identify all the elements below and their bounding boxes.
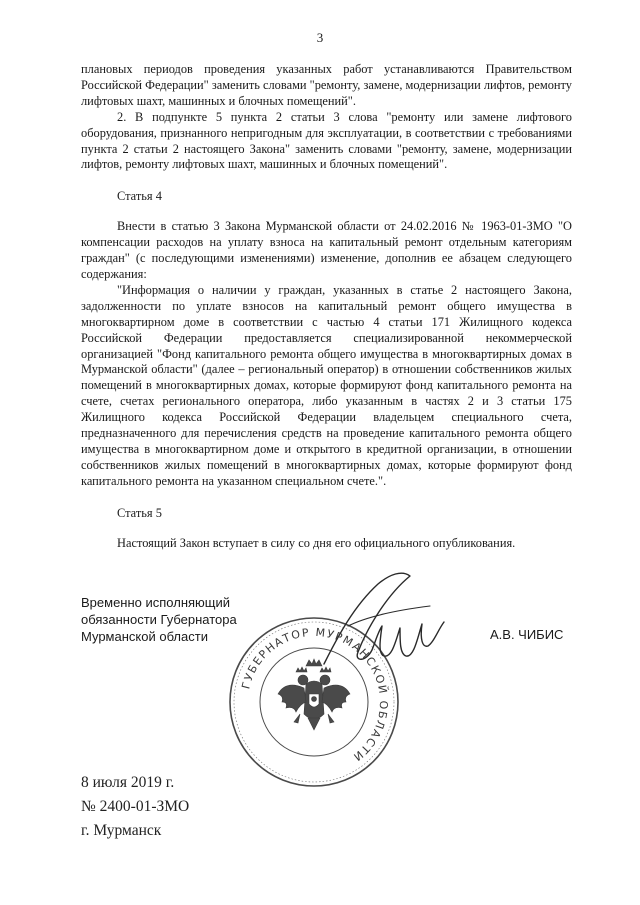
- page-number: 3: [316, 30, 324, 45]
- article-4-title: Статья 4: [117, 189, 162, 204]
- article-5-title: Статья 5: [117, 505, 162, 520]
- paragraph-article-4-quote: "Информация о наличии у граждан, указанных в статье 2 настоящего Закона, задолженности по уплате взносов на капитальный ремонт общего имущества в многоквартирном доме в соответствии с частью 4 статьи 171 Жилищного кодекса Российской Федерации предоставляется специализированной некоммерческой организацией "Фонд капитального ремонта общего имущества в многоквартирных домах в Мурманской области" (далее – региональный оператор) в отношении собственников жилых помещений в многоквартирных домах, которые формируют фонд капитального ремонта на счете, счетах регионального оператора, либо указанным в частях 2 и 3 статьи 175 Жилищного кодекса Российской Федерации владельцем специального счета, предназначенного для перечисления средств на проведение капитального ремонта общего имущества в многоквартирном доме и открытого в кредитной организации, в отношении собственников жилых помещений в многоквартирных домах, которые формируют фонд капитального ремонта на указанном специальном счете.".: [81, 282, 572, 488]
- law-body: [81, 62, 572, 551]
- paragraph-amendment-2: 2. В подпункте 5 пункта 2 статьи 3 слова "ремонту или замене лифтового оборудования, признанного непригодным для эксплуатации, в соответствии с требованиями пункта 2 статьи 2 настоящего Закона" заменить словами "ремонту, замене, модернизации лифтов, ремонту лифтовых шахт, машинных и блочных помещений".: [81, 109, 572, 172]
- signatory-line: Мурманской области: [81, 629, 208, 644]
- paragraph-article-5: Настоящий Закон вступает в силу со дня его официального опубликования.: [117, 535, 516, 550]
- signatory-line: обязанности Губернатора: [81, 612, 237, 627]
- law-registration: [81, 771, 189, 843]
- law-date: 8 июля 2019 г.: [81, 774, 175, 791]
- signature-icon: [318, 566, 448, 672]
- paragraph-article-4-intro: Внести в статью 3 Закона Мурманской области от 24.02.2016 № 1963-01-ЗМО "О компенсации расходов на уплату взноса на капитальный ремонт отдельным категориям граждан" (с последующими изменениями) изменение, дополнив ее абзацем следующего содержания:: [81, 219, 572, 281]
- signatory-line: Временно исполняющий: [81, 595, 231, 610]
- law-number: № 2400-01-ЗМО: [81, 798, 190, 815]
- law-city: г. Мурманск: [81, 822, 162, 839]
- paragraph-amendment-continuation: плановых периодов проведения указанных работ устанавливаются Правительством Российской Федерации" заменить словами "ремонту, замене, модернизации лифтов, ремонту лифтовых шахт, машинных и блочных помещений".: [81, 62, 572, 108]
- seal-text: ГУБЕРНАТОР МУРМАНСКОЙ ОБЛАСТИ: [239, 625, 391, 765]
- signer-name: А.В. ЧИБИС: [490, 627, 564, 642]
